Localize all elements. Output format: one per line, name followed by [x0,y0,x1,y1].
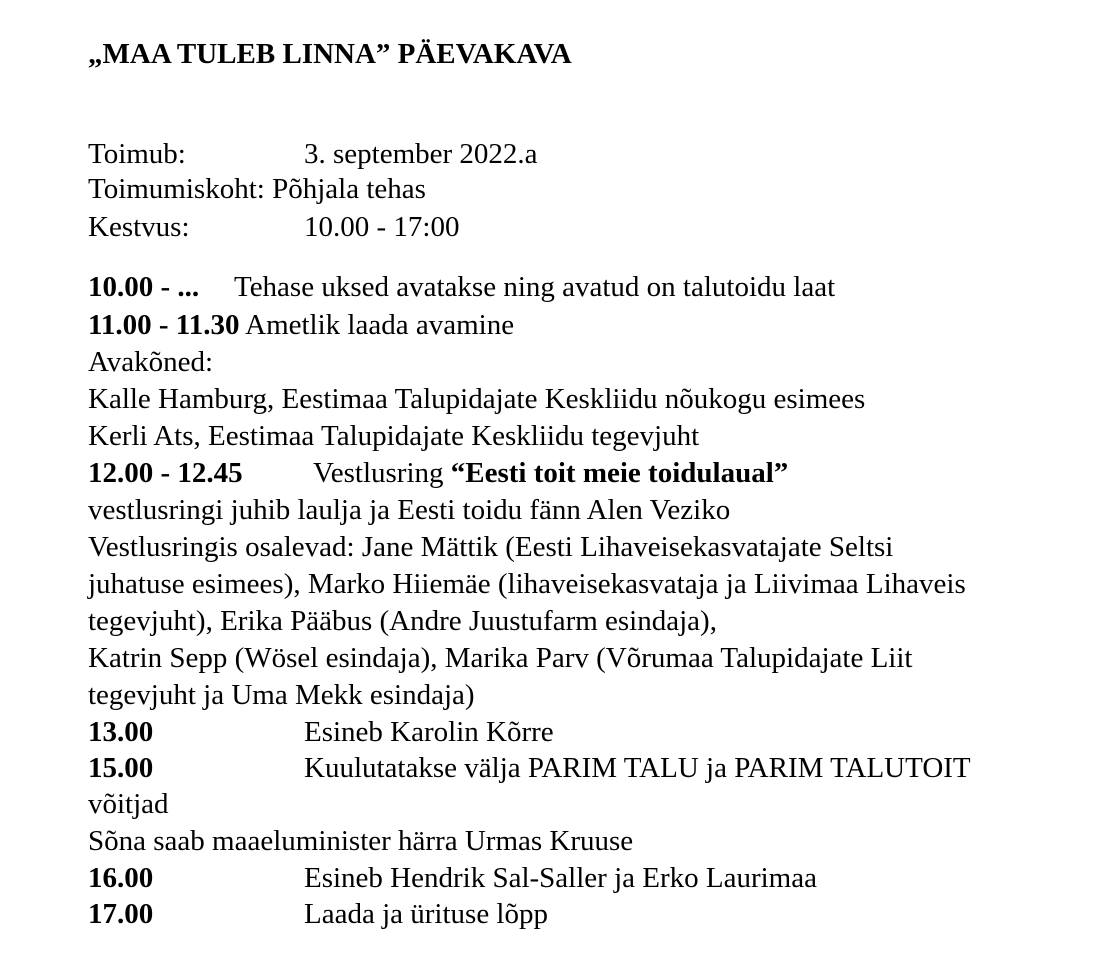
schedule-time: 10.00 - ... [88,271,200,303]
discussion-moderator: vestlusringi juhib laulja ja Eesti toidu fänn Alen Veziko [88,494,731,526]
schedule-text: Esineb Karolin Kõrre [304,716,554,748]
schedule-time: 13.00 [88,716,154,748]
schedule-item-3 [88,455,789,491]
discussion-title: “Eesti toit meie toidulaual” [450,457,789,489]
info-place-row [88,171,426,207]
speaker-1: Kalle Hamburg, Eestimaa Talupidajate Keskliidu nõukogu esimees [88,383,866,415]
discussion-participants-2: juhatuse esimees), Marko Hiiemäe (lihaveisekasvataja ja Liivimaa Lihaveis [88,568,966,600]
discussion-participants-1: Vestlusringis osalevad: Jane Mättik (Eesti Lihaveisekasvatajate Seltsi [88,531,894,563]
schedule-item-5-cont: võitjad [88,788,169,820]
speaker-2: Kerli Ats, Eestimaa Talupidajate Keskliidu tegevjuht [88,420,700,452]
discussion-prefix: Vestlusring [313,457,444,489]
info-date-value: 3. september 2022.a [304,138,538,170]
speeches-label: Avakõned: [88,346,214,378]
info-duration-label: Kestvus: [88,211,190,243]
info-date-row [88,136,538,172]
info-duration-row [88,209,460,245]
info-date-label: Toimub: [88,138,186,170]
schedule-time: 17.00 [88,898,154,930]
minister-speech: Sõna saab maaeluminister härra Urmas Kruuse [88,825,634,857]
schedule-text: Laada ja ürituse lõpp [304,898,548,930]
schedule-time: 12.00 - 12.45 [88,457,243,489]
schedule-item-4 [88,714,554,750]
schedule-time: 16.00 [88,862,154,894]
schedule-text: Kuulutatakse välja PARIM TALU ja PARIM TALUTOIT [304,752,971,784]
discussion-participants-5: tegevjuht ja Uma Mekk esindaja) [88,679,475,711]
schedule-text: Ametlik laada avamine [245,309,515,341]
schedule-text [313,455,788,491]
schedule-item-1 [88,269,836,305]
discussion-participants-3: tegevjuht), Erika Pääbus (Andre Juustufarm esindaja), [88,605,717,637]
schedule-item-5 [88,750,971,786]
info-place-label: Toimumiskoht: [88,173,265,205]
discussion-participants-4: Katrin Sepp (Wösel esindaja), Marika Parv (Võrumaa Talupidajate Liit [88,642,913,674]
info-duration-value: 10.00 - 17:00 [304,211,460,243]
schedule-text: Esineb Hendrik Sal-Saller ja Erko Laurimaa [304,862,817,894]
schedule-time: 11.00 - 11.30 [88,309,240,341]
schedule-item-7 [88,896,548,932]
schedule-text: Tehase uksed avatakse ning avatud on talutoidu laat [234,271,836,303]
schedule-item-6 [88,860,817,896]
info-place-value: Põhjala tehas [272,173,426,205]
page-title: „MAA TULEB LINNA” PÄEVAKAVA [88,38,572,70]
schedule-time: 15.00 [88,752,154,784]
schedule-item-2 [88,307,514,343]
